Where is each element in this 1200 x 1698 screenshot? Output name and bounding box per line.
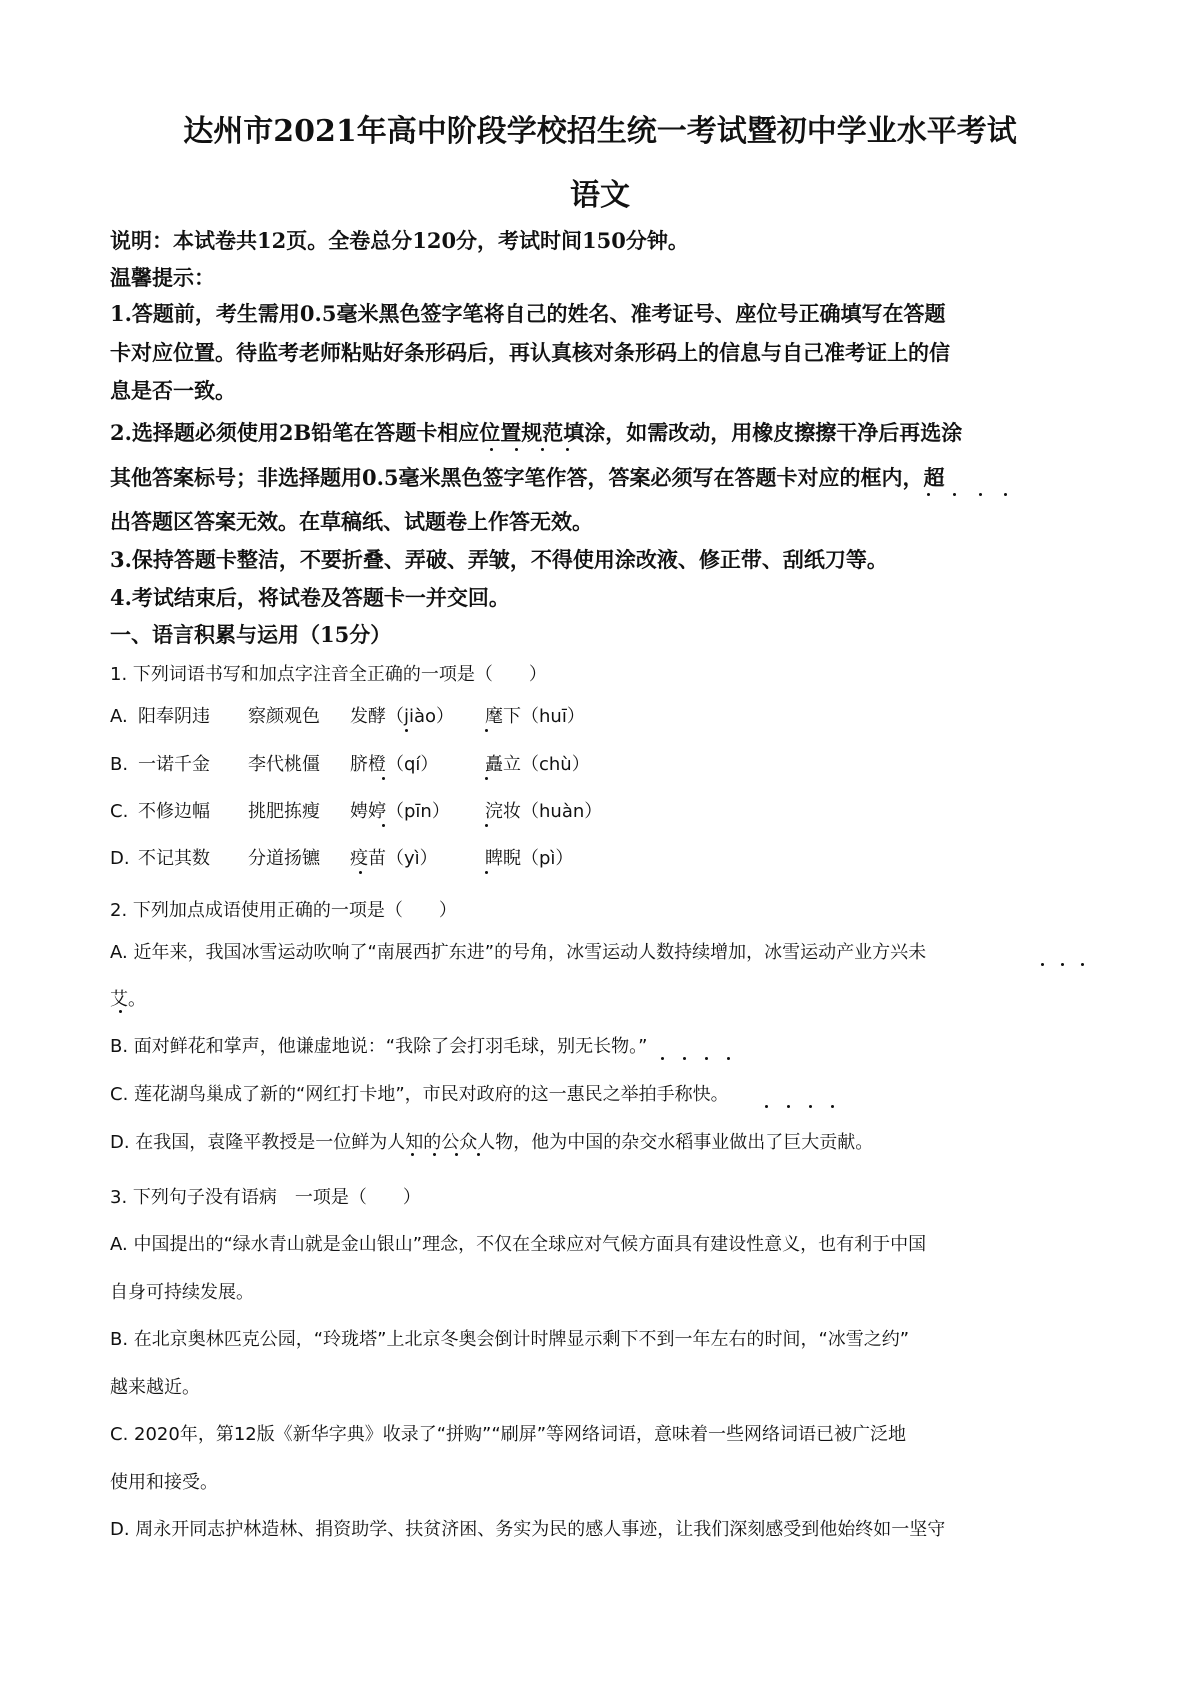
tip-line: 其他答案标号；非选择题用0.5毫米黑色签字笔作答，答案必须写在答题卡对应的框内，超 xyxy=(110,465,945,490)
emphasis-dot xyxy=(661,1057,664,1060)
emphasis-dot xyxy=(1081,963,1084,966)
q2-option-line: D. 在我国，袁隆平教授是一位鲜为人知的公众人物，他为中国的杂交水稻事业做出了巨大贡献。 xyxy=(110,1132,874,1153)
emphasis-dot xyxy=(382,777,385,780)
tip-line: 4.考试结束后，将试卷及答题卡一并交回。 xyxy=(110,585,510,610)
option-term: 睥睨（pì） xyxy=(485,848,574,869)
section-heading: 一、语言积累与运用（15分） xyxy=(110,622,392,647)
question-2-stem: 2. 下列加点成语使用正确的一项是（ ） xyxy=(110,900,457,921)
option-term: 分道扬镳 xyxy=(248,848,320,869)
tip-line: 出答题区答案无效。在草稿纸、试题卷上作答无效。 xyxy=(110,509,593,534)
option-term: 浣妆（huàn） xyxy=(485,801,603,822)
q1-option-d xyxy=(110,844,573,870)
option-term: 李代桃僵 xyxy=(248,754,320,775)
tip-line: 卡对应位置。待监考老师粘贴好条形码后，再认真核对条形码上的信息与自己准考证上的信 xyxy=(110,340,950,365)
q2-option-line: A. 近年来，我国冰雪运动吹响了“南展西扩东进”的号角，冰雪运动人数持续增加，冰雪运动产业方兴未 xyxy=(110,942,927,963)
exam-title: 达州市2021年高中阶段学校招生统一考试暨初中学业水平考试 xyxy=(183,114,1017,149)
question-1-stem: 1. 下列词语书写和加点字注音全正确的一项是（ ） xyxy=(110,664,547,685)
option-term: 一诺千金 xyxy=(138,754,210,775)
tip-line: 3.保持答题卡整洁，不要折叠、弄破、弄皱，不得使用涂改液、修正带、刮纸刀等。 xyxy=(110,547,888,572)
option-letter: B. xyxy=(110,754,129,775)
q1-option-a xyxy=(110,702,585,728)
emphasis-dot xyxy=(683,1057,686,1060)
option-term: 疫苗（yì） xyxy=(350,848,438,869)
q3-option-line: A. 中国提出的“绿水青山就是金山银山”理念，不仅在全球应对气候方面具有建设性意义，也有利于中国 xyxy=(110,1234,927,1255)
emphasis-dot xyxy=(1041,963,1044,966)
emphasis-dot xyxy=(359,871,362,874)
emphasis-dot xyxy=(485,777,488,780)
tip-line: 2.选择题必须使用2B铅笔在答题卡相应位置规范填涂，如需改动，用橡皮擦擦干净后再选涂 xyxy=(110,420,963,445)
emphasis-dot xyxy=(485,729,488,732)
emphasis-dot xyxy=(831,1105,834,1108)
emphasis-dot xyxy=(477,1153,480,1156)
option-term: 不记其数 xyxy=(138,848,210,869)
emphasis-dot xyxy=(727,1057,730,1060)
emphasis-dot xyxy=(119,1010,122,1013)
q2-option-line: C. 莲花湖鸟巢成了新的“网红打卡地”，市民对政府的这一惠民之举拍手称快。 xyxy=(110,1084,729,1105)
tip-line: 1.答题前，考生需用0.5毫米黑色签字笔将自己的姓名、准考证号、座位号正确填写在答题 xyxy=(110,301,946,326)
emphasis-dot xyxy=(566,448,569,451)
emphasis-dot xyxy=(705,1057,708,1060)
q3-option-line: 自身可持续发展。 xyxy=(110,1282,254,1303)
q3-option-line: 使用和接受。 xyxy=(110,1472,218,1493)
emphasis-dot xyxy=(927,493,930,496)
emphasis-dot xyxy=(405,729,408,732)
tip-line: 息是否一致。 xyxy=(110,378,236,403)
option-term: 阳奉阴违 xyxy=(138,706,210,727)
q2-option-line: B. 面对鲜花和掌声，他谦虚地说：“我除了会打羽毛球，别无长物。” xyxy=(110,1036,648,1057)
emphasis-dot xyxy=(382,824,385,827)
exam-intro: 说明：本试卷共12页。全卷总分120分，考试时间150分钟。 xyxy=(110,228,689,253)
option-term: 察颜观色 xyxy=(248,706,320,727)
q1-option-c xyxy=(110,797,602,823)
emphasis-dot xyxy=(455,1153,458,1156)
option-term: 娉婷（pīn） xyxy=(350,801,450,822)
option-letter: D. xyxy=(110,848,130,869)
emphasis-dot xyxy=(411,1153,414,1156)
tips-label: 温馨提示： xyxy=(110,265,215,290)
emphasis-dot xyxy=(1004,493,1007,496)
q3-option-line: B. 在北京奥林匹克公园，“玲珑塔”上北京冬奥会倒计时牌显示剩下不到一年左右的时间，“冰雪之约” xyxy=(110,1329,910,1350)
emphasis-dot xyxy=(787,1105,790,1108)
question-3-stem: 3. 下列句子没有语病 一项是（ ） xyxy=(110,1187,421,1208)
q1-option-b xyxy=(110,750,590,776)
option-term: 发酵（jiào） xyxy=(350,706,455,727)
option-term: 麾下（huī） xyxy=(485,706,585,727)
q2-option-line: 艾。 xyxy=(110,989,146,1010)
q3-option-line: D. 周永开同志护林造林、捐资助学、扶贫济困、务实为民的感人事迹，让我们深刻感受到他始终如一坚守 xyxy=(110,1519,946,1540)
emphasis-dot xyxy=(1061,963,1064,966)
q3-option-line: 越来越近。 xyxy=(110,1377,200,1398)
option-term: 矗立（chù） xyxy=(485,754,590,775)
option-letter: C. xyxy=(110,801,129,822)
option-term: 脐橙（qí） xyxy=(350,754,439,775)
emphasis-dot xyxy=(433,1153,436,1156)
emphasis-dot xyxy=(809,1105,812,1108)
option-letter: A. xyxy=(110,706,128,727)
emphasis-dot xyxy=(485,824,488,827)
emphasis-dot xyxy=(490,448,493,451)
option-term: 不修边幅 xyxy=(138,801,210,822)
option-term: 挑肥拣瘦 xyxy=(248,801,320,822)
emphasis-dot xyxy=(953,493,956,496)
emphasis-dot xyxy=(765,1105,768,1108)
emphasis-dot xyxy=(485,871,488,874)
q3-option-line: C. 2020年，第12版《新华字典》收录了“拼购”“刷屏”等网络词语，意味着一些网络词语已被广泛地 xyxy=(110,1424,907,1445)
emphasis-dot xyxy=(515,448,518,451)
emphasis-dot xyxy=(541,448,544,451)
subject-title: 语文 xyxy=(570,178,630,213)
emphasis-dot xyxy=(979,493,982,496)
